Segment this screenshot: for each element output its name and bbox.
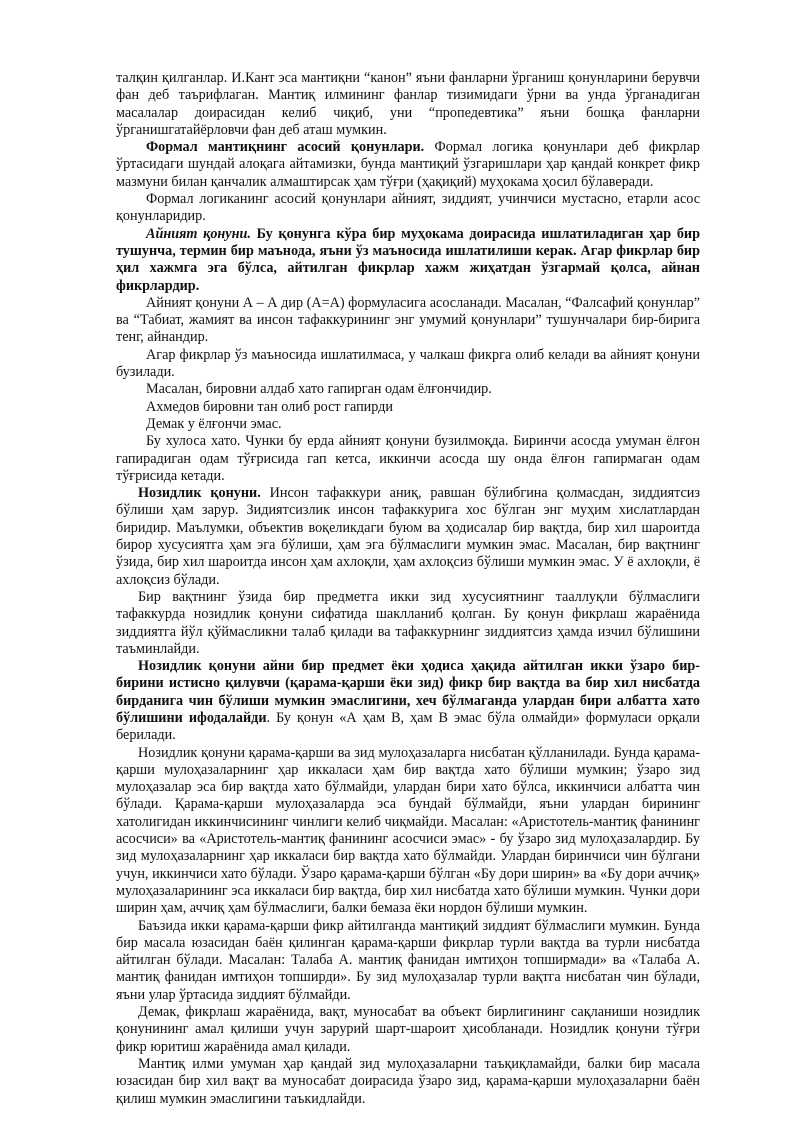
text-run: Нозидлик қонуни қарама-қарши ва зид мулоҳазаларга нисбатан қўлланилади. Бунда қарама-қарши мулоҳазаларнинг ҳар иккаласи ҳам бир вақтда хато бўлиши мумкин; ўзаро зид мулоҳазалар эса бир вақтда хато бўлмайди, улардан бири хато бўлса, иккинчиси албатта чин бўлади. Қарама-қарши мулоҳазаларда эса бундай бўлмайди, яъни улардан бирининг хатолигидан иккинчисининг чинлиги келиб чиқмайди. Масалан: «Аристотель-мантиқ фанининг асосчиси» ва «Аристотель-мантиқ фанининг асосчиси эмас» - бу ўзаро зид мулоҳазалардир. Бу зид мулоҳазаларнинг ҳар иккаласи бир вақтда хато бўлмайди. Улардан биринчиси чин бўлгани учун, иккинчиси хато бўлади. Ўзаро қарама-қарши бўлган «Бу дори ширин» ва «Бу дори аччиқ» мулоҳазаларининг эса иккаласи бир вақтда, бир хил нисбатда хато бўлиши мумкин. Чунки дори ширин ҳам, аччиқ ҳам бўлмаслиги, балки бемаза ёки нордон бўлиши мумкин. <box>116 744 700 917</box>
text-run: Бир вақтнинг ўзида бир предметга икки зид хусусиятнинг тааллуқли бўлмаслиги тафаккурда нозидлик қонуни сифатида шаклланиб қолган. Бу қонун фикрлаш жараёнида зиддиятга йўл қўймасликни талаб қилади ва тафаккурнинг зиддиятсиз ҳамда изчил бўлишини таъминлайди. <box>116 588 700 657</box>
document-page <box>116 70 700 1108</box>
paragraph <box>116 589 700 658</box>
example-line <box>116 381 700 398</box>
text-run: Баъзида икки қарама-қарши фикр айтилганда мантиқий зиддият бўлмаслиги мумкин. Бунда бир масала юзасидан баён қилинган қарама-қарши фикрлар турли вақтда ва турли нисбатда айтилган бўлади. Масалан: Талаба А. мантиқ фанидан имтиҳон топширмади» ва «Талаба А. мантиқ фанидан имтиҳон топширди». Бу зид мулоҳазалар турли вақтга нисбатан чин бўлади, яъни улар ўртасида зиддият бўлмайди. <box>116 917 700 1003</box>
text-run: Ахмедов бировни тан олиб рост гапирди <box>146 398 393 415</box>
section-heading: Формал мантиқнинг асосий қонунлари. <box>146 139 425 156</box>
text-run: Бу қонунга кўра бир муҳокама доирасида ишлатиладиган ҳар бир тушунча, термин бир маънода, яъни ўз маъносида ишлатилиши керак. Агар фикрлар бир ҳил хажмга эга бўлса, айтилган фикрлар хажм жиҳатдан ўзгармай қолса, айнан фикрлардир. <box>116 225 700 294</box>
paragraph <box>116 347 700 382</box>
text-run: Мантиқ илми умуман ҳар қандай зид мулоҳазаларни таъқиқламайди, балки бир масала юзасидан бир хил вақт ва муносабат доирасида ўзаро зид, қарама-қарши мулоҳазаларни баён қилиш мумкин эмаслигини таъкидлайди. <box>116 1055 700 1107</box>
paragraph <box>116 745 700 918</box>
section-heading: Нозидлик қонуни. <box>138 485 261 502</box>
paragraph <box>116 1056 700 1108</box>
paragraph <box>116 139 700 191</box>
example-line <box>116 416 700 433</box>
paragraph <box>116 433 700 485</box>
paragraph <box>116 191 700 226</box>
paragraph <box>116 70 700 139</box>
section-heading: Айният қонуни. <box>146 225 251 242</box>
text-run: Инсон тафаккури аниқ, равшан бўлибгина қолмасдан, зиддиятсиз бўлиши ҳам зарур. Зидиятсизлик инсон тафаккурига хос бўлган энг муҳим хислатлардан биридир. Маълумки, объектив воқеликдаги буюм ва ҳодисалар бир вақтда, бир хил шароитда бирор хусусиятга ҳам эга бўлиши, ҳам эга бўлмаслиги мумкин эмас. Масалан, бир вақтнинг ўзида, бир хил шароитда инсон ҳам ахлоқли, ҳам ахлоқсиз бўлиши мумкин эмас. У ё ахлоқли, ё ахлоқсиз бўлади. <box>116 485 700 588</box>
text-run: Демак у ёлғончи эмас. <box>146 415 282 432</box>
text-run: талқин қилганлар. И.Кант эса мантиқни “канон” яъни фанларни ўрганиш қонунларини берувчи фан деб таърифлаган. Мантиқ илмининг фанлар тизимидаги ўрни ва унда ўрганадиган масалалар доирасидан келиб чиқиб, уни “пропедевтика” яъни бошқа фанларни ўрганишгатайёрловчи фан деб аташ мумкин. <box>116 70 700 138</box>
text-run: Демак, фикрлаш жараёнида, вақт, муносабат ва объект бирлигининг сақланиши нозидлик қонунининг амал қилиши учун зарурий шарт-шароит ҳисобланади. Нозидлик қонуни тўғри фикр юритиш жараёнида амал қилади. <box>116 1004 700 1055</box>
paragraph <box>116 918 700 1004</box>
text-run: Формал логиканинг асосий қонунлари айният, зиддият, учинчиси мустасно, етарли асос қонунларидир. <box>116 191 700 225</box>
text-run: Масалан, бировни алдаб хато гапирган одам ёлғончидир. <box>146 381 492 398</box>
text-run: Агар фикрлар ўз маъносида ишлатилмаса, у чалкаш фикрга олиб келади ва айният қонуни бузилади. <box>116 346 700 381</box>
text-run: Бу хулоса хато. Чунки бу ерда айният қонуни бузилмоқда. Биринчи асосда умуман ёлғон гапирадиган одам тўғрисида гап кетса, иккинчи асосда шу онда ёлғон гапирмаган одам тўғрисида кетади. <box>116 433 700 484</box>
text-run: . Бу қонун «А ҳам В, ҳам В эмас бўла олмайди» формуласи орқали берилади. <box>116 709 700 744</box>
paragraph <box>116 485 700 589</box>
example-line <box>116 399 700 416</box>
paragraph <box>116 1004 700 1056</box>
text-run: Айният қонуни А – А дир (А=А) формуласига асосланади. Масалан, “Фалсафий қонунлар” ва “Табиат, жамият ва инсон тафаккурининг энг умумий қонунлари” тушунчалари бир-бирига тенг, айнандир. <box>116 294 700 346</box>
text-run: Формал логика қонунлари деб фикрлар ўртасидаги шундай алоқага айтамизки, бунда мантиқий ўзгаришлари ҳар қандай конкрет фикр мазмуни билан қанчалик алмаштирсак ҳам тўғри (ҳақиқий) муҳокама ҳосил бўлаверади. <box>116 139 700 190</box>
paragraph <box>116 295 700 347</box>
paragraph <box>116 226 700 295</box>
text-run: Нозидлик қонуни айни бир предмет ёки ҳодиса ҳақида айтилган икки ўзаро бир-бирини истисно қилувчи (қарама-қарши ёки зид) фикр бир вақтда ва бир хил нисбатда бирданига чин бўлиши мумкин эмаслигини, хеч бўлмаганда улардан бири албатта хато бўлишини ифодалайди <box>116 658 700 726</box>
paragraph <box>116 658 700 744</box>
